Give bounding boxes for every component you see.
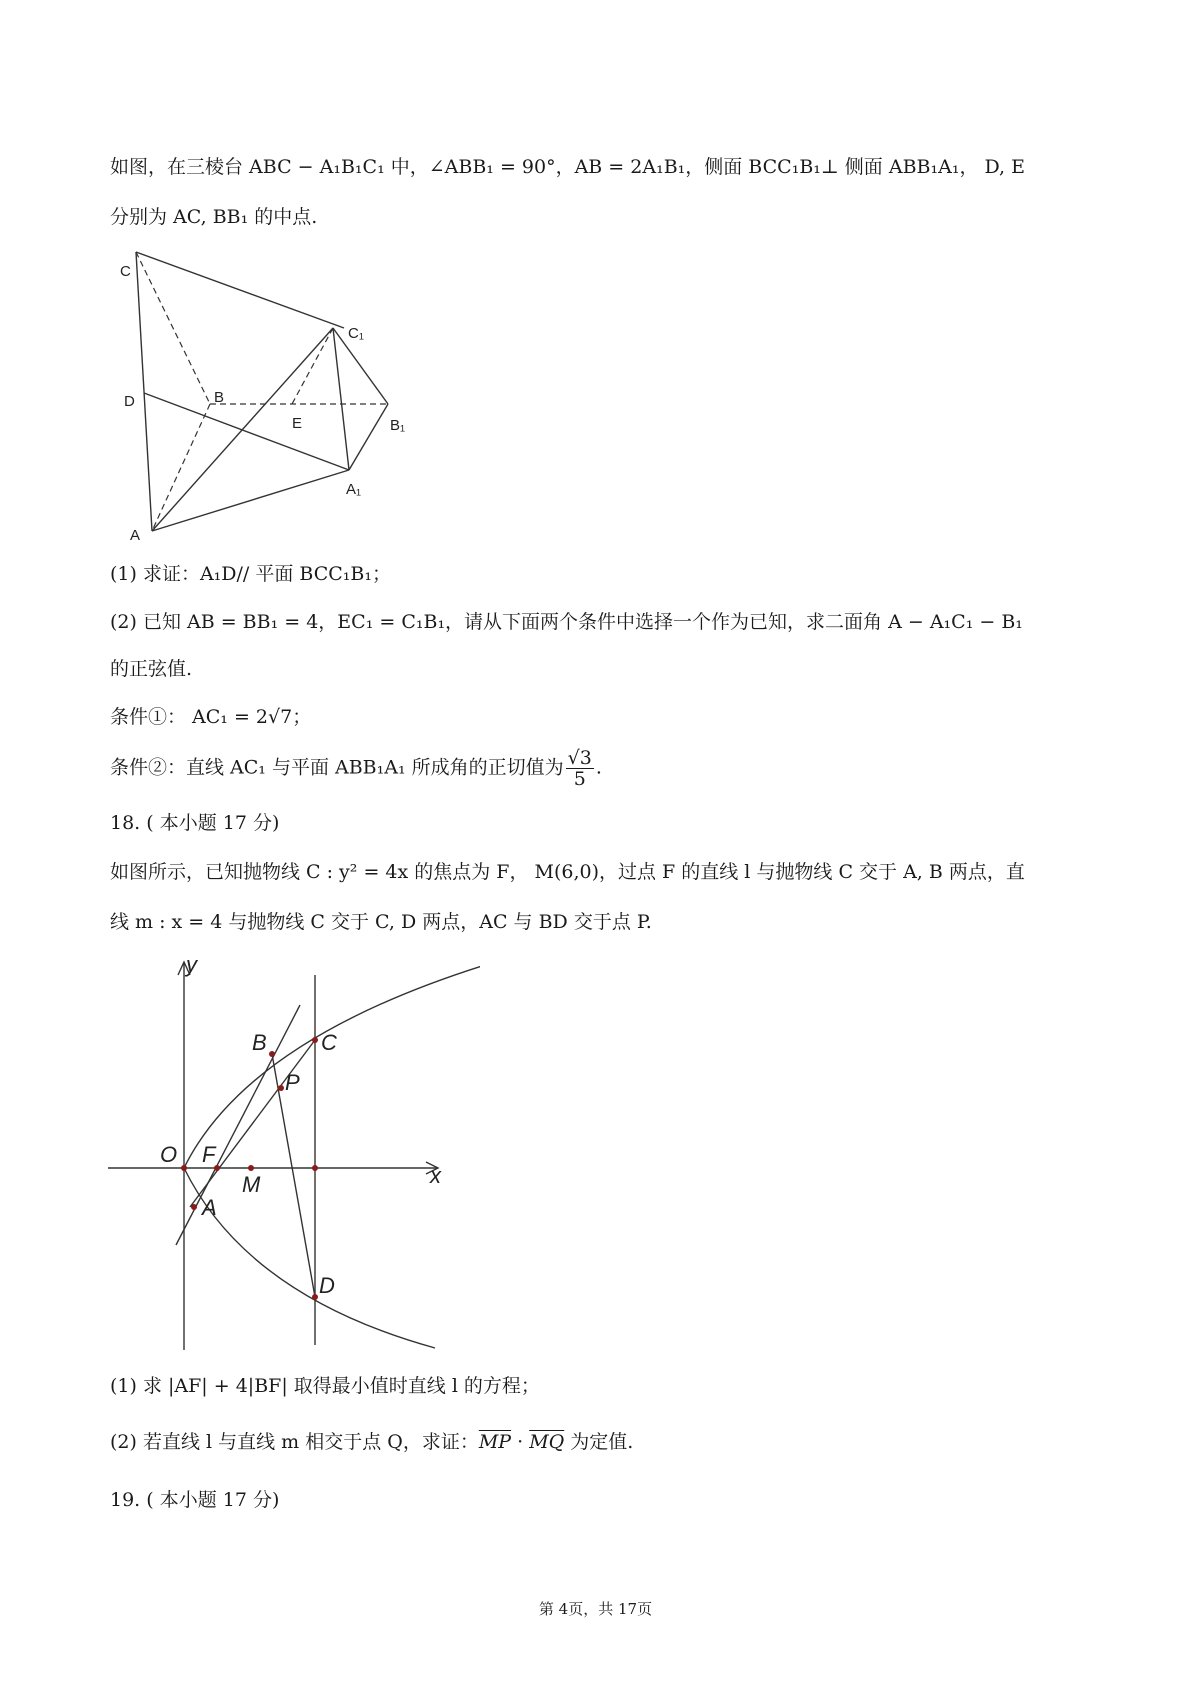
p17-intro-line2: 分别为 AC, BB₁ 的中点. (110, 206, 318, 228)
fraction-denominator: 5 (573, 768, 586, 790)
p17-intro-line1: 如图，在三棱台 ABC − A₁B₁C₁ 中，∠ABB₁ = 90°，AB = 2A₁B₁，侧面 BCC₁B₁⊥ 侧面 ABB₁A₁， D, E (110, 156, 1025, 178)
p17-condition2-text: 条件②：直线 AC₁ 与平面 ABB₁A₁ 所成角的正切值为 (110, 756, 564, 779)
p18-q1: (1) 求 |AF| + 4|BF| 取得最小值时直线 l 的方程； (110, 1375, 540, 1397)
page-footer: 第 4页，共 17页 (538, 1600, 653, 1618)
p18-q2-text: (2) 若直线 l 与直线 m 相交于点 Q，求证： (110, 1431, 479, 1453)
vector-MQ: $\overline{MQ}$ (529, 1431, 565, 1453)
label-C: C (120, 263, 131, 280)
p17-condition1: 条件①： AC₁ = 2√7； (110, 706, 312, 728)
label-B1: B₁ (390, 417, 406, 434)
label-C1: C₁ (348, 325, 364, 342)
p18-q2 (110, 1430, 633, 1454)
p18-intro-line1: 如图所示，已知抛物线 C : y² = 4x 的焦点为 F， M(6,0)，过点 F 的直线 l 与抛物线 C 交于 A, B 两点，直 (110, 861, 1025, 883)
label-A1: A₁ (346, 481, 362, 498)
label-P: P (285, 1070, 300, 1095)
label-E: E (292, 415, 303, 432)
label-D: D (319, 1273, 335, 1298)
p17-condition2-period: . (595, 756, 602, 779)
dot-operator: · (511, 1431, 530, 1453)
label-y: y (186, 952, 197, 977)
p18-header: 18. ( 本小题 17 分) (110, 812, 280, 834)
p17-q1: (1) 求证：A₁D// 平面 BCC₁B₁； (110, 563, 391, 585)
p17-q2-line1: (2) 已知 AB = BB₁ = 4，EC₁ = C₁B₁，请从下面两个条件中选择一个作为已知，求二面角 A − A₁C₁ − B₁ (110, 611, 1023, 633)
fraction-numerator: √3 (567, 747, 592, 769)
p17-condition2 (110, 748, 602, 789)
label-F: F (202, 1142, 216, 1167)
label-x: x (430, 1163, 441, 1188)
parabola-figure (100, 945, 480, 1365)
p17-condition2-fraction (566, 748, 594, 789)
frustum-figure (110, 240, 430, 540)
label-B: B (252, 1030, 267, 1055)
p19-header: 19. ( 本小题 17 分) (110, 1489, 280, 1511)
p18-intro-line2: 线 m : x = 4 与抛物线 C 交于 C, D 两点，AC 与 BD 交于点 P. (110, 911, 652, 933)
label-O: O (160, 1142, 178, 1167)
label-M: M (242, 1172, 261, 1197)
p17-q2-line2: 的正弦值. (110, 658, 193, 680)
label-D: D (124, 393, 135, 410)
vector-MP: $\overline{MP}$ (478, 1431, 512, 1453)
label-A: A (202, 1195, 217, 1220)
label-C: C (321, 1030, 337, 1055)
p18-q2-suffix: 为定值. (564, 1431, 634, 1453)
label-A: A (130, 527, 141, 540)
label-B: B (214, 389, 225, 406)
